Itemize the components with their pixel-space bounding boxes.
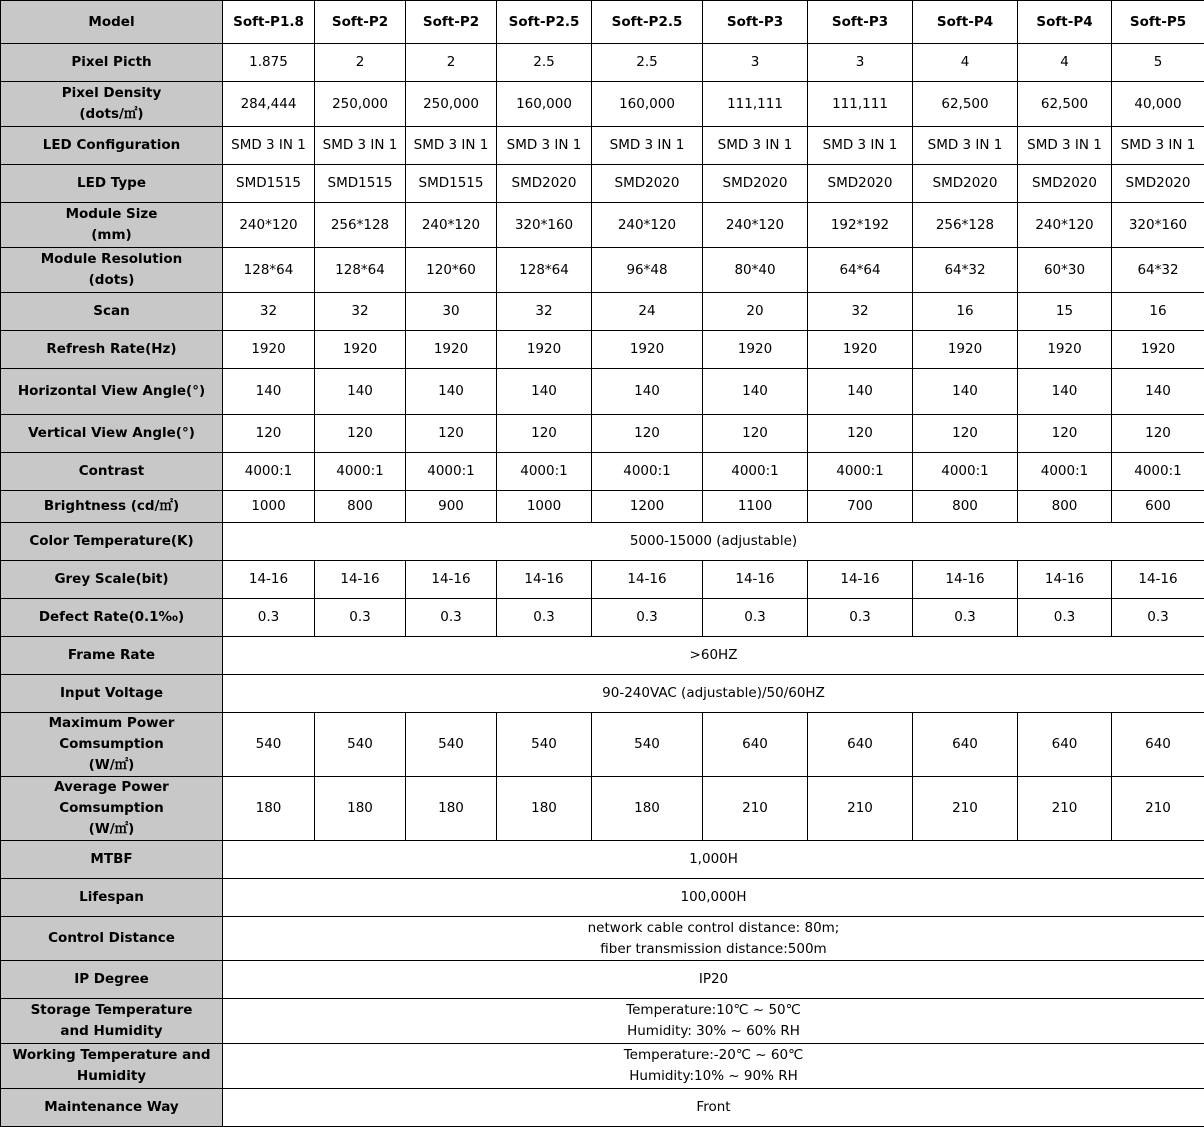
spec-value-span: network cable control distance: 80m; fiber transmission distance:500m — [223, 917, 1204, 961]
spec-value-span: IP20 — [223, 961, 1204, 999]
spec-value: 0.3 — [808, 599, 913, 637]
spec-value: 800 — [315, 491, 406, 523]
spec-value-span: Temperature:10℃ ~ 50℃ Humidity: 30% ~ 60% RH — [223, 999, 1204, 1044]
spec-value: 0.3 — [703, 599, 808, 637]
spec-value: 120 — [703, 415, 808, 453]
spec-row — [1, 599, 1204, 637]
spec-row — [1, 841, 1204, 879]
spec-row — [1, 713, 1204, 777]
row-label: Storage Temperature and Humidity — [1, 999, 223, 1044]
spec-row — [1, 415, 1204, 453]
spec-value: 4 — [1018, 44, 1112, 82]
spec-row — [1, 561, 1204, 599]
spec-value: 210 — [703, 777, 808, 841]
spec-value: 250,000 — [315, 82, 406, 127]
spec-value: 32 — [315, 293, 406, 331]
spec-value: 4000:1 — [808, 453, 913, 491]
row-label: Contrast — [1, 453, 223, 491]
spec-value: 120 — [592, 415, 703, 453]
spec-value: 640 — [1112, 713, 1204, 777]
spec-value: 1920 — [592, 331, 703, 369]
spec-value: 900 — [406, 491, 497, 523]
spec-value: SMD 3 IN 1 — [315, 127, 406, 165]
spec-value: 14-16 — [497, 561, 592, 599]
spec-value: 240*120 — [703, 203, 808, 248]
spec-value: 140 — [223, 369, 315, 415]
spec-value: SMD1515 — [406, 165, 497, 203]
spec-value: 1920 — [406, 331, 497, 369]
spec-value: 120*60 — [406, 248, 497, 293]
spec-value: 62,500 — [913, 82, 1018, 127]
spec-value: 320*160 — [1112, 203, 1204, 248]
spec-value: 0.3 — [223, 599, 315, 637]
spec-value: SMD 3 IN 1 — [913, 127, 1018, 165]
spec-value: 4000:1 — [406, 453, 497, 491]
spec-value: 60*30 — [1018, 248, 1112, 293]
spec-value: 1920 — [315, 331, 406, 369]
spec-value: 4000:1 — [913, 453, 1018, 491]
model-header: Soft-P2 — [406, 1, 497, 44]
spec-value-span: 5000-15000 (adjustable) — [223, 523, 1204, 561]
model-header: Soft-P2.5 — [592, 1, 703, 44]
row-label: Horizontal View Angle(°) — [1, 369, 223, 415]
spec-value: 1.875 — [223, 44, 315, 82]
spec-value: SMD 3 IN 1 — [1018, 127, 1112, 165]
spec-row — [1, 293, 1204, 331]
spec-value: 540 — [406, 713, 497, 777]
spec-value: 24 — [592, 293, 703, 331]
spec-row — [1, 331, 1204, 369]
spec-value: 14-16 — [1112, 561, 1204, 599]
spec-row — [1, 675, 1204, 713]
row-label: Vertical View Angle(°) — [1, 415, 223, 453]
model-header: Soft-P2 — [315, 1, 406, 44]
spec-body — [1, 44, 1204, 1127]
spec-value: 14-16 — [592, 561, 703, 599]
spec-value: 128*64 — [223, 248, 315, 293]
spec-value: 140 — [703, 369, 808, 415]
spec-value: 4000:1 — [223, 453, 315, 491]
spec-value: 80*40 — [703, 248, 808, 293]
spec-value: 128*64 — [315, 248, 406, 293]
spec-value: SMD2020 — [1018, 165, 1112, 203]
spec-value: 2 — [315, 44, 406, 82]
model-header: Soft-P4 — [913, 1, 1018, 44]
spec-value: SMD 3 IN 1 — [703, 127, 808, 165]
spec-value: 320*160 — [497, 203, 592, 248]
spec-value: 128*64 — [497, 248, 592, 293]
spec-value: 210 — [1018, 777, 1112, 841]
spec-row — [1, 999, 1204, 1044]
spec-value: 240*120 — [1018, 203, 1112, 248]
spec-value: 62,500 — [1018, 82, 1112, 127]
spec-value: SMD1515 — [315, 165, 406, 203]
header-label: Model — [1, 1, 223, 44]
spec-value: 14-16 — [913, 561, 1018, 599]
spec-value: 111,111 — [703, 82, 808, 127]
model-header: Soft-P2.5 — [497, 1, 592, 44]
row-label: Maintenance Way — [1, 1089, 223, 1127]
spec-value: 140 — [592, 369, 703, 415]
spec-value: 5 — [1112, 44, 1204, 82]
spec-value: 1920 — [1112, 331, 1204, 369]
spec-value: 250,000 — [406, 82, 497, 127]
row-label: Refresh Rate(Hz) — [1, 331, 223, 369]
spec-value: 16 — [913, 293, 1018, 331]
spec-value: 14-16 — [315, 561, 406, 599]
spec-value: 1920 — [913, 331, 1018, 369]
spec-value: 256*128 — [913, 203, 1018, 248]
row-label: Defect Rate(0.1‰) — [1, 599, 223, 637]
spec-value: SMD 3 IN 1 — [497, 127, 592, 165]
row-label: Control Distance — [1, 917, 223, 961]
row-label: Brightness (cd/㎡) — [1, 491, 223, 523]
spec-value: 4000:1 — [703, 453, 808, 491]
header-row — [1, 1, 1204, 44]
spec-value: SMD2020 — [703, 165, 808, 203]
spec-value: 192*192 — [808, 203, 913, 248]
spec-value: 1920 — [703, 331, 808, 369]
spec-value: 240*120 — [592, 203, 703, 248]
spec-value: 4000:1 — [1112, 453, 1204, 491]
spec-value: 210 — [913, 777, 1018, 841]
spec-value: 32 — [223, 293, 315, 331]
spec-value: 64*64 — [808, 248, 913, 293]
spec-value: 3 — [808, 44, 913, 82]
spec-value: 120 — [913, 415, 1018, 453]
spec-value: 32 — [808, 293, 913, 331]
spec-value: SMD 3 IN 1 — [808, 127, 913, 165]
row-label: Input Voltage — [1, 675, 223, 713]
spec-value: 0.3 — [497, 599, 592, 637]
spec-value: 800 — [913, 491, 1018, 523]
row-label: Color Temperature(K) — [1, 523, 223, 561]
spec-value: 4000:1 — [497, 453, 592, 491]
spec-value: 2.5 — [592, 44, 703, 82]
spec-row — [1, 44, 1204, 82]
spec-value: 540 — [497, 713, 592, 777]
spec-value: 120 — [1018, 415, 1112, 453]
spec-value: 0.3 — [406, 599, 497, 637]
spec-value-span: 1,000H — [223, 841, 1204, 879]
spec-value: 20 — [703, 293, 808, 331]
spec-value: 640 — [703, 713, 808, 777]
model-header: Soft-P3 — [808, 1, 913, 44]
spec-row — [1, 82, 1204, 127]
spec-value: 140 — [406, 369, 497, 415]
spec-value-span: 90-240VAC (adjustable)/50/60HZ — [223, 675, 1204, 713]
spec-value: 1920 — [223, 331, 315, 369]
spec-value: 210 — [1112, 777, 1204, 841]
spec-value: SMD1515 — [223, 165, 315, 203]
spec-value: 1920 — [1018, 331, 1112, 369]
spec-value-span: >60HZ — [223, 637, 1204, 675]
spec-value: 2 — [406, 44, 497, 82]
spec-value-span: 100,000H — [223, 879, 1204, 917]
spec-value: SMD2020 — [497, 165, 592, 203]
spec-row — [1, 1089, 1204, 1127]
spec-value: 4 — [913, 44, 1018, 82]
spec-value: 32 — [497, 293, 592, 331]
row-label: Working Temperature and Humidity — [1, 1044, 223, 1089]
spec-row — [1, 127, 1204, 165]
row-label: Maximum Power Comsumption (W/㎡) — [1, 713, 223, 777]
spec-value: 284,444 — [223, 82, 315, 127]
spec-value: 210 — [808, 777, 913, 841]
row-label: Module Size (mm) — [1, 203, 223, 248]
spec-value: 96*48 — [592, 248, 703, 293]
spec-value: 1100 — [703, 491, 808, 523]
spec-value: SMD 3 IN 1 — [1112, 127, 1204, 165]
spec-row — [1, 491, 1204, 523]
spec-value: SMD2020 — [1112, 165, 1204, 203]
spec-value: 0.3 — [1018, 599, 1112, 637]
spec-value: 1000 — [497, 491, 592, 523]
spec-value: 14-16 — [703, 561, 808, 599]
spec-value: 180 — [315, 777, 406, 841]
spec-value: 1000 — [223, 491, 315, 523]
spec-row — [1, 523, 1204, 561]
spec-value: 0.3 — [315, 599, 406, 637]
spec-row — [1, 369, 1204, 415]
spec-value: 160,000 — [497, 82, 592, 127]
spec-value: SMD2020 — [913, 165, 1018, 203]
spec-value: 140 — [315, 369, 406, 415]
spec-value: 180 — [497, 777, 592, 841]
spec-value: 540 — [315, 713, 406, 777]
spec-value: 140 — [1018, 369, 1112, 415]
row-label: Pixel Picth — [1, 44, 223, 82]
spec-value: 700 — [808, 491, 913, 523]
spec-value: 64*32 — [1112, 248, 1204, 293]
row-label: Pixel Density (dots/㎡) — [1, 82, 223, 127]
spec-value: 64*32 — [913, 248, 1018, 293]
spec-value: 4000:1 — [315, 453, 406, 491]
row-label: Scan — [1, 293, 223, 331]
spec-value: SMD 3 IN 1 — [592, 127, 703, 165]
spec-value: 140 — [497, 369, 592, 415]
spec-value: 120 — [315, 415, 406, 453]
spec-value: 120 — [223, 415, 315, 453]
spec-value: 16 — [1112, 293, 1204, 331]
spec-value: 640 — [913, 713, 1018, 777]
spec-row — [1, 248, 1204, 293]
spec-value: 4000:1 — [1018, 453, 1112, 491]
spec-value: SMD2020 — [808, 165, 913, 203]
spec-value: 14-16 — [808, 561, 913, 599]
spec-value: 180 — [406, 777, 497, 841]
spec-row — [1, 203, 1204, 248]
spec-value: 240*120 — [406, 203, 497, 248]
spec-value: SMD2020 — [592, 165, 703, 203]
spec-row — [1, 165, 1204, 203]
row-label: Grey Scale(bit) — [1, 561, 223, 599]
spec-value: 160,000 — [592, 82, 703, 127]
spec-value: SMD 3 IN 1 — [223, 127, 315, 165]
spec-value: 15 — [1018, 293, 1112, 331]
spec-row — [1, 917, 1204, 961]
spec-value: 40,000 — [1112, 82, 1204, 127]
spec-value: 0.3 — [913, 599, 1018, 637]
spec-value: 0.3 — [592, 599, 703, 637]
spec-value: 4000:1 — [592, 453, 703, 491]
spec-value: 120 — [1112, 415, 1204, 453]
spec-value: 256*128 — [315, 203, 406, 248]
model-header: Soft-P5 — [1112, 1, 1204, 44]
spec-value: 30 — [406, 293, 497, 331]
spec-value-span: Front — [223, 1089, 1204, 1127]
spec-value: 1920 — [808, 331, 913, 369]
model-header: Soft-P3 — [703, 1, 808, 44]
spec-row — [1, 1044, 1204, 1089]
spec-value: 14-16 — [1018, 561, 1112, 599]
spec-value: 800 — [1018, 491, 1112, 523]
spec-value: 120 — [406, 415, 497, 453]
spec-row — [1, 879, 1204, 917]
row-label: LED Type — [1, 165, 223, 203]
spec-value: 3 — [703, 44, 808, 82]
spec-value: 1200 — [592, 491, 703, 523]
row-label: IP Degree — [1, 961, 223, 999]
spec-value: 140 — [913, 369, 1018, 415]
model-header: Soft-P4 — [1018, 1, 1112, 44]
spec-value: 0.3 — [1112, 599, 1204, 637]
spec-row — [1, 637, 1204, 675]
spec-row — [1, 453, 1204, 491]
spec-value: 14-16 — [406, 561, 497, 599]
spec-value: 120 — [497, 415, 592, 453]
spec-row — [1, 777, 1204, 841]
spec-row — [1, 961, 1204, 999]
spec-value: 2.5 — [497, 44, 592, 82]
row-label: MTBF — [1, 841, 223, 879]
row-label: Average Power Comsumption (W/㎡) — [1, 777, 223, 841]
spec-value: 1920 — [497, 331, 592, 369]
row-label: Frame Rate — [1, 637, 223, 675]
spec-value: 111,111 — [808, 82, 913, 127]
spec-value: 140 — [808, 369, 913, 415]
spec-value: 640 — [1018, 713, 1112, 777]
spec-value: 600 — [1112, 491, 1204, 523]
row-label: Module Resolution (dots) — [1, 248, 223, 293]
spec-value: 640 — [808, 713, 913, 777]
spec-value: 120 — [808, 415, 913, 453]
spec-value: 240*120 — [223, 203, 315, 248]
spec-value: 14-16 — [223, 561, 315, 599]
spec-value: 540 — [592, 713, 703, 777]
model-header: Soft-P1.8 — [223, 1, 315, 44]
spec-value: 180 — [223, 777, 315, 841]
spec-value: 180 — [592, 777, 703, 841]
spec-value: 540 — [223, 713, 315, 777]
spec-value: SMD 3 IN 1 — [406, 127, 497, 165]
spec-value: 140 — [1112, 369, 1204, 415]
row-label: LED Configuration — [1, 127, 223, 165]
row-label: Lifespan — [1, 879, 223, 917]
spec-value-span: Temperature:-20℃ ~ 60℃ Humidity:10% ~ 90% RH — [223, 1044, 1204, 1089]
